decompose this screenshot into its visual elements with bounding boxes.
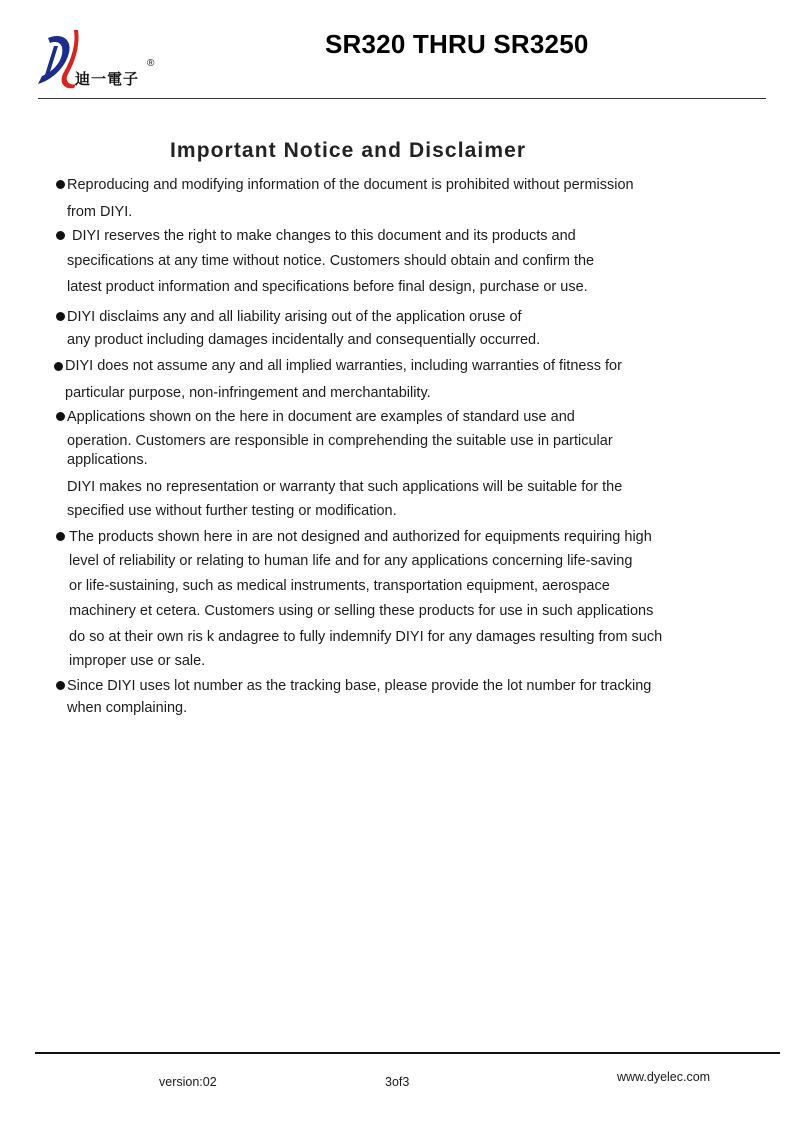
notice-line: specified use without further testing or modification. bbox=[67, 503, 397, 519]
logo-company-name: 迪一電子 bbox=[75, 70, 140, 88]
notice-line: Applications shown on the here in document are examples of standard use and bbox=[67, 409, 575, 425]
notice-line: DIYI does not assume any and all implied warranties, including warranties of fitness for bbox=[65, 358, 622, 374]
notice-line: applications. bbox=[67, 452, 148, 468]
notice-line: The products shown here in are not designed and authorized for equipments requiring high bbox=[69, 529, 652, 545]
notice-line: operation. Customers are responsible in comprehending the suitable use in particular bbox=[67, 433, 613, 449]
header-divider bbox=[38, 98, 766, 99]
notice-line: Since DIYI uses lot number as the tracking base, please provide the lot number for tracking bbox=[67, 678, 652, 694]
bullet-icon bbox=[56, 312, 65, 321]
bullet-icon bbox=[56, 412, 65, 421]
bullet-icon bbox=[56, 532, 65, 541]
notice-line: level of reliability or relating to human life and for any applications concerning life-saving bbox=[69, 553, 633, 569]
notice-line: particular purpose, non-infringement and merchantability. bbox=[65, 385, 431, 401]
notice-line: DIYI reserves the right to make changes to this document and its products and bbox=[72, 228, 576, 244]
notice-line: machinery et cetera. Customers using or selling these products for use in such applications bbox=[69, 603, 654, 619]
notice-line: do so at their own ris k andagree to fully indemnify DIYI for any damages resulting from such bbox=[69, 629, 663, 645]
notice-line: when complaining. bbox=[67, 700, 188, 716]
notice-line: any product including damages incidentally and consequentially occurred. bbox=[67, 332, 541, 348]
notice-heading: Important Notice and Disclaimer bbox=[170, 139, 527, 162]
notice-line: latest product information and specifications before final design, purchase or use. bbox=[67, 279, 588, 295]
notice-line: from DIYI. bbox=[67, 204, 133, 220]
notice-line: Reproducing and modifying information of the document is prohibited without permission bbox=[67, 177, 634, 193]
notice-line: specifications at any time without notice. Customers should obtain and confirm the bbox=[67, 253, 595, 269]
notice-line: DIYI makes no representation or warranty that such applications will be suitable for the bbox=[67, 479, 623, 495]
bullet-icon bbox=[56, 180, 65, 189]
notice-line: improper use or sale. bbox=[69, 653, 206, 669]
bullet-icon bbox=[56, 231, 65, 240]
footer-page-number: 3of3 bbox=[385, 1075, 410, 1089]
notice-line: or life-sustaining, such as medical instruments, transportation equipment, aerospace bbox=[69, 578, 610, 594]
document-title: SR320 THRU SR3250 bbox=[325, 29, 589, 59]
footer-divider bbox=[35, 1052, 780, 1054]
bullet-icon bbox=[56, 681, 65, 690]
notice-line: DIYI disclaims any and all liability arising out of the application oruse of bbox=[67, 309, 522, 325]
footer-website: www.dyelec.com bbox=[617, 1070, 711, 1084]
bullet-icon bbox=[54, 362, 63, 371]
registered-mark: ® bbox=[147, 58, 155, 69]
footer-version: version:02 bbox=[159, 1075, 217, 1089]
